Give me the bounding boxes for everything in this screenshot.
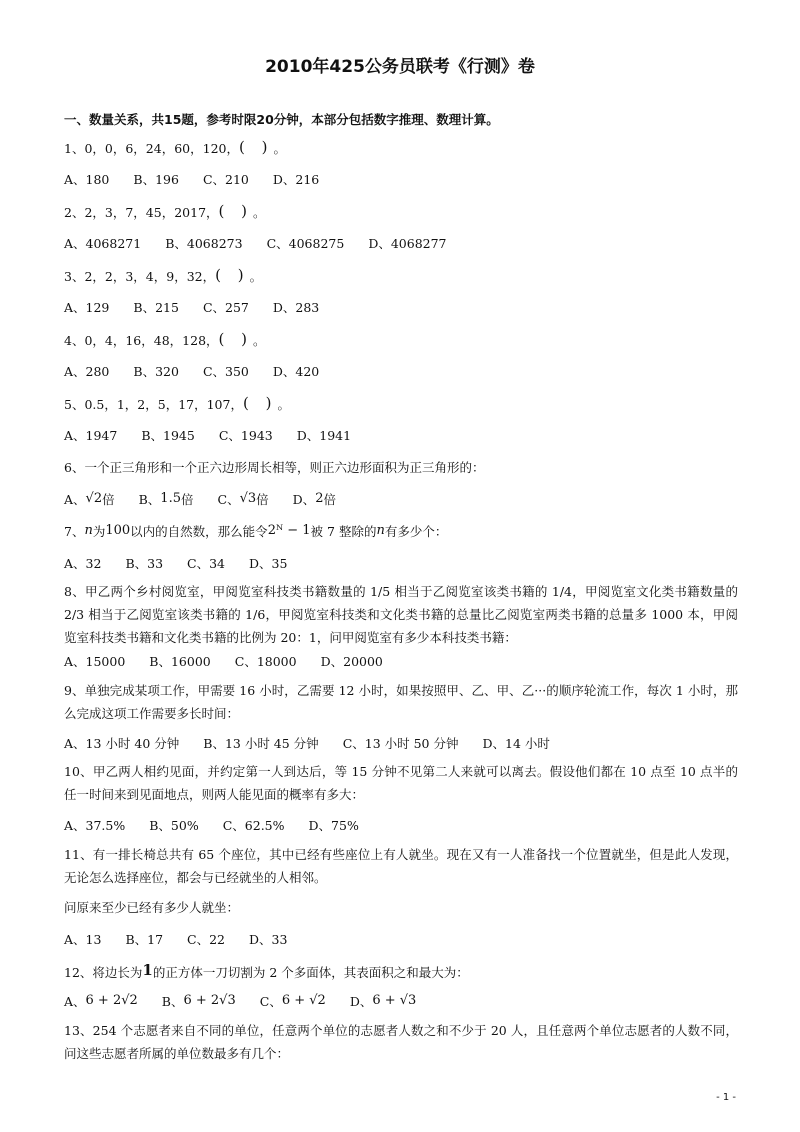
option-c: C、13 小时 50 分钟 [342,736,459,751]
option-a: A、180 [64,172,110,187]
answer-blank: ( ) [218,202,254,220]
math-expression: 6 + √2 [281,993,326,1008]
option-c: C、18000 [234,654,297,669]
document-title: 2010年425公务员联考《行测》卷 [265,57,535,77]
math-expression: 2ᴺ − 1 [267,523,311,538]
option-b: B、6 + 2√3 [161,993,236,1009]
question-8-options [64,654,407,670]
question-6 [64,460,484,476]
option-a: A、13 小时 40 分钟 [64,736,180,751]
question-10-options [64,818,383,834]
option-c: C、4068275 [266,236,345,251]
option-a: A、√2倍 [64,491,115,507]
math-expression: n [376,523,385,538]
option-c: C、6 + √2 [259,993,326,1009]
question-12: 12、将边长为1的正方体一刀切割为 2 个多面体，其表面积之和最大为： [64,961,469,980]
question-2-options [64,236,471,252]
option-b: B、13 小时 45 分钟 [203,736,319,751]
question-4: 4、0，4，16，48，128，( )。 [64,330,266,348]
question-11: 11、有一排长椅总共有 65 个座位，其中已经有些座位上有人就坐。现在又有一人准备找一个位置就坐，但是此人发现，无论怎么选择座位，都会与已经就坐的人相邻。 [64,847,738,885]
option-c: C、22 [187,932,226,947]
question-stem: 4、0，4，16，48，128， [64,333,219,348]
question-stem: 6、一个正三角形和一个正六边形周长相等，则正六边形面积为正三角形的： [64,460,485,475]
option-c: C、√3倍 [217,491,269,507]
option-a: A、1947 [64,428,118,443]
option-a: A、129 [64,300,110,315]
option-d: D、35 [249,556,288,571]
option-c: C、257 [202,300,249,315]
option-d: D、2倍 [292,491,336,507]
answer-blank: ( ) [238,138,274,156]
option-d: D、1941 [296,428,352,443]
option-a: A、6 + 2√2 [64,993,138,1009]
question-10: 10、甲乙两人相约见面，并约定第一人到达后，等 15 分钟不见第二人来就可以离去。假设他们都在 10 点至 10 点半的任一时间来到见面地点，则两人能见面的概率有多大： [64,764,738,802]
question-stem: 5、0.5，1，2，5，17，107， [64,397,243,412]
answer-blank: ( ) [242,394,278,412]
math-expression: 2 [315,491,324,506]
question-4-options [64,364,343,380]
question-5: 5、0.5，1，2，5，17，107，( )。 [64,394,290,412]
page-number: - 1 - [716,1092,736,1103]
question-stem: 2、2，3，7，45，2017， [64,205,219,220]
option-d: D、283 [272,300,320,315]
math-expression: 100 [105,523,131,538]
question-9-options [64,736,574,752]
section-heading: 一、数量关系，共15题，参考时限20分钟，本部分包括数字推理、数理计算。 [64,112,499,127]
option-b: B、215 [133,300,179,315]
option-c: C、210 [202,172,249,187]
option-a: A、280 [64,364,110,379]
option-b: B、33 [125,556,164,571]
option-a: A、13 [64,932,102,947]
option-d: D、6 + √3 [349,993,417,1009]
option-c: C、350 [202,364,249,379]
option-c: C、1943 [218,428,273,443]
option-b: B、1945 [141,428,195,443]
question-9: 9、单独完成某项工作，甲需要 16 小时，乙需要 12 小时，如果按照甲、乙、甲、乙···的顺序轮流工作，每次 1 小时，那么完成这项工作需要多长时间： [64,683,738,721]
option-b: B、4068273 [165,236,243,251]
math-expression: 6 + 2√3 [183,993,236,1008]
question-5-options [64,428,375,444]
math-expression: 1 [142,961,153,979]
option-d: D、216 [272,172,320,187]
option-d: D、14 小时 [482,736,550,751]
option-b: B、196 [133,172,179,187]
option-a: A、37.5% [64,818,126,833]
question-7-options [64,556,311,572]
question-11-options [64,932,311,948]
math-expression: √3 [239,491,257,506]
option-b: B、50% [149,818,199,833]
answer-blank: ( ) [215,266,250,284]
question-3-options [64,300,343,316]
question-6-options [64,492,360,509]
question-2: 2、2，3，7，45，2017，( )。 [64,202,266,220]
question-13: 13、254 个志愿者来自不同的单位，任意两个单位的志愿者人数之和不少于 20 人，且任意两个单位志愿者的人数不同，问这些志愿者所属的单位数最多有几个： [64,1023,738,1061]
question-1: 1、0，0，6，24，60，120，( )。 [64,138,286,156]
math-expression: n [84,523,93,538]
option-a: A、15000 [64,654,126,669]
answer-blank: ( ) [218,330,254,348]
option-b: B、1.5倍 [138,491,194,507]
question-1-options [64,172,343,188]
option-d: D、33 [249,932,288,947]
math-expression: 6 + 2√2 [85,993,138,1008]
math-expression: √2 [85,491,103,506]
option-d: D、4068277 [368,236,447,251]
question-8: 8、甲乙两个乡村阅览室，甲阅览室科技类书籍数量的 1/5 相当于乙阅览室该类书籍的 1/4，甲阅览室文化类书籍数量的 2/3 相当于乙阅览室该类书籍的 1/6，甲阅览室科技类和文化类书籍的总量比乙阅览室两类书籍的总量多 1000 本，甲阅览室科技类书籍和文化类书籍的比例为 20：1，问甲阅览室有多少本科技类书籍： [64,584,738,645]
option-c: C、34 [187,556,226,571]
option-d: D、20000 [320,654,383,669]
question-stem: 3、2，2，3，4，9，32， [64,269,216,284]
question-3: 3、2，2，3，4，9，32，( )。 [64,266,263,284]
question-12-options [64,994,440,1011]
option-a: A、32 [64,556,102,571]
question-11-stem-2: 问原来至少已经有多少人就坐： [64,900,240,915]
math-expression: 1.5 [160,491,181,506]
math-expression: 6 + √3 [372,993,417,1008]
option-a: A、4068271 [64,236,142,251]
option-b: B、16000 [149,654,211,669]
question-stem: 1、0，0，6，24，60，120， [64,141,239,156]
option-b: B、320 [133,364,179,379]
option-d: D、420 [272,364,320,379]
question-7: 7、n为100以内的自然数，那么能令2ᴺ − 1被 7 整除的n有多少个： [64,523,448,539]
option-d: D、75% [308,818,359,833]
option-b: B、17 [125,932,164,947]
option-c: C、62.5% [222,818,285,833]
